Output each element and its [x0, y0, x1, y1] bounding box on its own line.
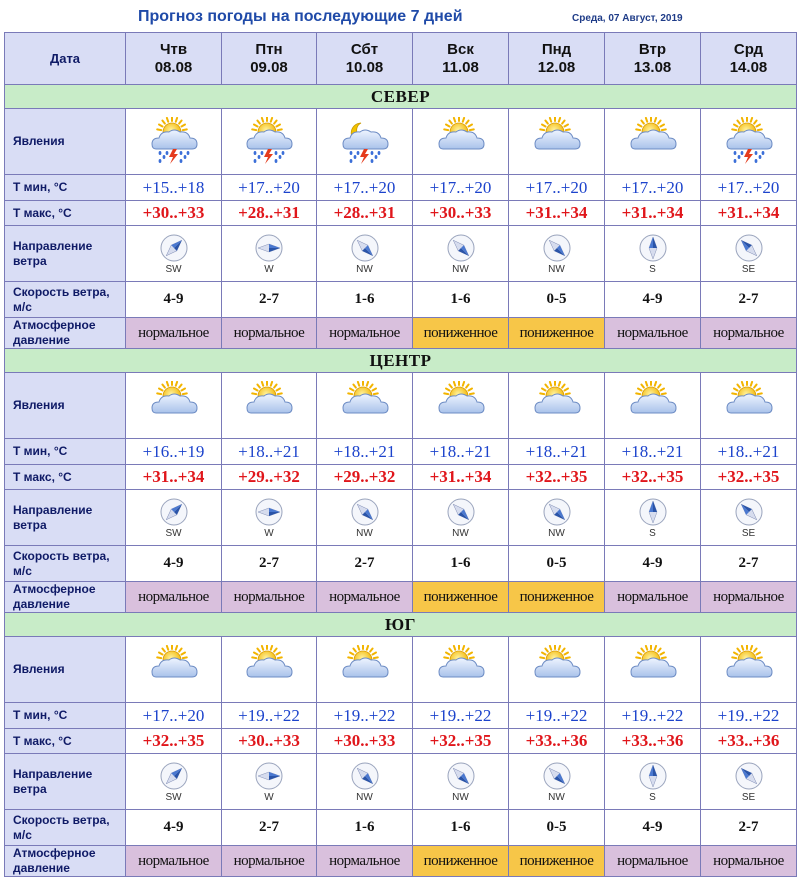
wind-direction — [509, 761, 604, 803]
tmax-value: +28..+31 — [317, 201, 413, 226]
weather-cell — [605, 109, 701, 175]
wind-speed-value: 4-9 — [126, 282, 222, 318]
wind-direction-value: NW — [548, 791, 565, 803]
wind-speed-value: 2-7 — [222, 546, 317, 582]
region-name: СЕВЕР — [5, 85, 797, 109]
partly-cloudy-icon — [126, 381, 221, 431]
day-header — [317, 33, 413, 85]
day-date: 12.08 — [537, 58, 576, 76]
weather-cell — [222, 373, 317, 439]
wind-direction-value: W — [264, 791, 274, 803]
wind-speed-value: 0-5 — [509, 546, 605, 582]
tmin-row — [5, 439, 797, 465]
tmax-value: +33..+36 — [509, 729, 605, 754]
wind-direction — [605, 497, 700, 539]
weather-cell — [509, 373, 605, 439]
wind-speed-value: 1-6 — [317, 810, 413, 846]
compass-icon — [159, 497, 189, 527]
tmin-value: +19..+22 — [413, 703, 509, 729]
compass-icon — [734, 761, 764, 791]
compass-icon — [446, 761, 476, 791]
compass-icon — [542, 761, 572, 791]
tmax-value: +33..+36 — [605, 729, 701, 754]
pressure-value: пониженное — [509, 318, 605, 349]
wind-direction-value: SW — [165, 527, 182, 539]
tmax-value: +32..+35 — [413, 729, 509, 754]
tmax-value: +29..+32 — [317, 465, 413, 490]
wind-direction — [413, 497, 508, 539]
compass-icon — [254, 497, 284, 527]
wind-direction-cell — [317, 226, 413, 282]
wind-direction-value: SW — [165, 791, 182, 803]
weather-cell — [222, 637, 317, 703]
wind-direction — [413, 761, 508, 803]
wind-speed-value: 0-5 — [509, 810, 605, 846]
day-header — [413, 33, 509, 85]
wind-speed-row — [5, 810, 797, 846]
wind-speed-value: 2-7 — [317, 546, 413, 582]
pressure-value: нормальное — [605, 318, 701, 349]
weather-cell — [701, 109, 797, 175]
wind-speed-value: 1-6 — [413, 546, 509, 582]
partly-cloudy-icon — [509, 117, 604, 167]
wind-direction — [222, 233, 316, 275]
wind-speed-value: 2-7 — [222, 810, 317, 846]
wind-direction — [509, 233, 604, 275]
phenomena-row — [5, 637, 797, 703]
phenomena-row — [5, 109, 797, 175]
tmin-value: +19..+22 — [509, 703, 605, 729]
day-date: 11.08 — [442, 58, 479, 76]
wind-direction-value: NW — [356, 527, 373, 539]
tmax-value: +32..+35 — [701, 465, 797, 490]
tmax-row — [5, 729, 797, 754]
wind-speed-value: 0-5 — [509, 282, 605, 318]
weather-cell — [605, 637, 701, 703]
tmin-value: +18..+21 — [413, 439, 509, 465]
pressure-value: пониженное — [509, 582, 605, 613]
weather-cell — [509, 637, 605, 703]
tmax-label: Т макс, °С — [5, 729, 126, 754]
tmax-value: +30..+33 — [317, 729, 413, 754]
partly-cloudy-icon — [509, 645, 604, 695]
wind-direction — [126, 233, 221, 275]
partly-cloudy-icon — [222, 645, 316, 695]
compass-icon — [638, 761, 668, 791]
wind-direction-cell — [222, 226, 317, 282]
compass-icon — [638, 497, 668, 527]
compass-icon — [446, 497, 476, 527]
tmax-value: +28..+31 — [222, 201, 317, 226]
pressure-value: нормальное — [126, 846, 222, 877]
weather-cell — [222, 109, 317, 175]
tmin-value: +18..+21 — [317, 439, 413, 465]
wind-direction-value: NW — [356, 263, 373, 275]
pressure-value: нормальное — [222, 318, 317, 349]
day-header — [701, 33, 797, 85]
wind-direction — [701, 761, 796, 803]
day-name: Втр — [638, 40, 667, 58]
partly-cloudy-icon — [317, 381, 412, 431]
phenomena-label: Явления — [5, 373, 126, 439]
wind-speed-value: 2-7 — [701, 282, 797, 318]
wind-speed-label: Скорость ветра, м/с — [5, 282, 126, 318]
tmax-value: +31..+34 — [509, 201, 605, 226]
wind-speed-value: 2-7 — [701, 546, 797, 582]
tmax-value: +30..+33 — [126, 201, 222, 226]
compass-icon — [734, 497, 764, 527]
wind-speed-value: 4-9 — [126, 810, 222, 846]
wind-direction-cell — [317, 754, 413, 810]
tmax-value: +30..+33 — [222, 729, 317, 754]
wind-direction — [701, 497, 796, 539]
pressure-value: нормальное — [605, 846, 701, 877]
weather-cell — [701, 373, 797, 439]
tmax-value: +32..+35 — [605, 465, 701, 490]
wind-direction-value: S — [649, 527, 656, 539]
partly-cloudy-icon — [126, 645, 221, 695]
region-row — [5, 349, 797, 373]
day-header — [222, 33, 317, 85]
wind-direction-value: S — [649, 263, 656, 275]
partly-cloudy-icon — [605, 381, 700, 431]
partly-cloudy-icon — [413, 645, 508, 695]
wind-speed-label: Скорость ветра, м/с — [5, 810, 126, 846]
compass-icon — [542, 233, 572, 263]
day-date: 08.08 — [154, 58, 193, 76]
tmax-row — [5, 465, 797, 490]
wind-direction-value: NW — [548, 263, 565, 275]
date-column-label: Дата — [5, 33, 126, 85]
day-name: Чтв — [159, 40, 188, 58]
wind-direction-cell — [509, 490, 605, 546]
compass-icon — [159, 761, 189, 791]
wind-direction-label: Направление ветра — [5, 754, 126, 810]
tmin-value: +17..+20 — [222, 175, 317, 201]
wind-direction-label: Направление ветра — [5, 490, 126, 546]
tmin-value: +19..+22 — [701, 703, 797, 729]
wind-direction-cell — [509, 754, 605, 810]
partly-cloudy-thunderstorm-rain-icon — [222, 117, 316, 167]
phenomena-label: Явления — [5, 109, 126, 175]
wind-direction-row — [5, 226, 797, 282]
weather-cell — [413, 637, 509, 703]
day-date: 13.08 — [633, 58, 672, 76]
tmin-label: Т мин, °С — [5, 175, 126, 201]
partly-cloudy-thunderstorm-rain-icon — [701, 117, 796, 167]
pressure-row — [5, 582, 797, 613]
tmax-value: +30..+33 — [413, 201, 509, 226]
wind-direction — [317, 497, 412, 539]
compass-icon — [159, 233, 189, 263]
day-date: 14.08 — [729, 58, 768, 76]
wind-direction-value: SE — [741, 263, 756, 275]
pressure-value: нормальное — [222, 846, 317, 877]
tmin-value: +16..+19 — [126, 439, 222, 465]
day-header — [605, 33, 701, 85]
weather-cell — [126, 637, 222, 703]
tmin-value: +18..+21 — [605, 439, 701, 465]
wind-direction — [126, 497, 221, 539]
tmax-value: +31..+34 — [413, 465, 509, 490]
pressure-value: нормальное — [701, 846, 797, 877]
wind-direction — [605, 761, 700, 803]
wind-speed-value: 1-6 — [413, 282, 509, 318]
wind-speed-value: 2-7 — [701, 810, 797, 846]
tmax-label: Т макс, °С — [5, 201, 126, 226]
pressure-value: нормальное — [701, 582, 797, 613]
day-header — [126, 33, 222, 85]
wind-direction-cell — [222, 754, 317, 810]
pressure-label: Атмосферное давление — [5, 582, 126, 613]
compass-icon — [254, 761, 284, 791]
pressure-row — [5, 318, 797, 349]
weather-cell — [701, 637, 797, 703]
night-cloudy-thunderstorm-rain-icon — [317, 117, 412, 167]
wind-speed-value: 4-9 — [605, 810, 701, 846]
forecast-table — [4, 32, 797, 877]
pressure-label: Атмосферное давление — [5, 318, 126, 349]
tmin-row — [5, 175, 797, 201]
wind-direction-value: NW — [548, 527, 565, 539]
weather-cell — [605, 373, 701, 439]
tmin-value: +17..+20 — [413, 175, 509, 201]
tmin-value: +18..+21 — [222, 439, 317, 465]
wind-speed-label: Скорость ветра, м/с — [5, 546, 126, 582]
wind-direction-cell — [126, 754, 222, 810]
weather-cell — [126, 373, 222, 439]
page-title: Прогноз погоды на последующие 7 дней — [138, 8, 463, 25]
tmin-value: +17..+20 — [605, 175, 701, 201]
wind-speed-row — [5, 546, 797, 582]
region-name: ЦЕНТР — [5, 349, 797, 373]
wind-direction-value: NW — [452, 263, 469, 275]
pressure-value: пониженное — [413, 318, 509, 349]
weather-cell — [126, 109, 222, 175]
day-name: Пнд — [541, 40, 572, 58]
compass-icon — [254, 233, 284, 263]
partly-cloudy-icon — [605, 117, 700, 167]
day-date: 09.08 — [250, 58, 288, 76]
wind-speed-value: 1-6 — [317, 282, 413, 318]
wind-speed-value: 4-9 — [605, 282, 701, 318]
wind-speed-row — [5, 282, 797, 318]
wind-direction — [126, 761, 221, 803]
pressure-value: нормальное — [605, 582, 701, 613]
tmin-value: +17..+20 — [317, 175, 413, 201]
wind-direction-cell — [701, 754, 797, 810]
region-name: ЮГ — [5, 613, 797, 637]
partly-cloudy-icon — [509, 381, 604, 431]
day-date: 10.08 — [345, 58, 384, 76]
weather-cell — [413, 373, 509, 439]
partly-cloudy-icon — [605, 645, 700, 695]
phenomena-label: Явления — [5, 637, 126, 703]
wind-direction-value: NW — [452, 527, 469, 539]
wind-speed-value: 1-6 — [413, 810, 509, 846]
weather-cell — [317, 109, 413, 175]
tmin-row — [5, 703, 797, 729]
current-date: Среда, 07 Август, 2019 — [572, 13, 683, 24]
compass-icon — [734, 233, 764, 263]
tmax-row — [5, 201, 797, 226]
wind-direction-cell — [222, 490, 317, 546]
partly-cloudy-thunderstorm-rain-icon — [126, 117, 221, 167]
weather-cell — [413, 109, 509, 175]
wind-direction-cell — [126, 490, 222, 546]
day-name: Срд — [733, 40, 764, 58]
tmin-value: +18..+21 — [509, 439, 605, 465]
wind-direction-cell — [509, 226, 605, 282]
wind-direction-row — [5, 490, 797, 546]
wind-direction — [317, 761, 412, 803]
wind-direction — [509, 497, 604, 539]
day-header — [509, 33, 605, 85]
pressure-value: нормальное — [701, 318, 797, 349]
wind-direction-value: W — [264, 263, 274, 275]
pressure-value: пониженное — [413, 582, 509, 613]
tmax-value: +33..+36 — [701, 729, 797, 754]
pressure-value: нормальное — [317, 846, 413, 877]
tmin-value: +19..+22 — [222, 703, 317, 729]
wind-direction-cell — [605, 754, 701, 810]
wind-direction — [317, 233, 412, 275]
wind-direction-value: SE — [741, 791, 756, 803]
wind-direction-cell — [605, 490, 701, 546]
wind-direction-value: SE — [741, 527, 756, 539]
wind-direction-cell — [413, 226, 509, 282]
wind-direction-cell — [413, 754, 509, 810]
page-header — [0, 0, 800, 32]
partly-cloudy-icon — [413, 381, 508, 431]
wind-direction-cell — [701, 226, 797, 282]
compass-icon — [542, 497, 572, 527]
pressure-value: нормальное — [126, 318, 222, 349]
wind-direction-cell — [701, 490, 797, 546]
day-name: Сбт — [350, 40, 379, 58]
partly-cloudy-icon — [701, 645, 796, 695]
weather-cell — [317, 637, 413, 703]
tmax-value: +31..+34 — [701, 201, 797, 226]
wind-direction-value: NW — [356, 791, 373, 803]
compass-icon — [446, 233, 476, 263]
wind-direction-value: NW — [452, 791, 469, 803]
wind-direction-cell — [317, 490, 413, 546]
wind-direction — [701, 233, 796, 275]
header-row — [5, 33, 797, 85]
tmax-value: +31..+34 — [605, 201, 701, 226]
tmin-value: +17..+20 — [126, 703, 222, 729]
wind-direction — [605, 233, 700, 275]
compass-icon — [350, 761, 380, 791]
tmin-label: Т мин, °С — [5, 439, 126, 465]
wind-direction-cell — [605, 226, 701, 282]
compass-icon — [350, 233, 380, 263]
wind-speed-value: 4-9 — [605, 546, 701, 582]
compass-icon — [350, 497, 380, 527]
wind-direction — [413, 233, 508, 275]
pressure-row — [5, 846, 797, 877]
partly-cloudy-icon — [222, 381, 316, 431]
tmin-value: +15..+18 — [126, 175, 222, 201]
tmin-value: +17..+20 — [509, 175, 605, 201]
wind-direction-value: S — [649, 791, 656, 803]
wind-direction — [222, 761, 316, 803]
wind-speed-value: 4-9 — [126, 546, 222, 582]
tmin-value: +19..+22 — [317, 703, 413, 729]
region-row — [5, 613, 797, 637]
pressure-value: нормальное — [317, 318, 413, 349]
tmin-value: +17..+20 — [701, 175, 797, 201]
tmin-label: Т мин, °С — [5, 703, 126, 729]
tmin-value: +19..+22 — [605, 703, 701, 729]
region-row — [5, 85, 797, 109]
tmax-value: +32..+35 — [126, 729, 222, 754]
pressure-value: нормальное — [317, 582, 413, 613]
partly-cloudy-icon — [701, 381, 796, 431]
compass-icon — [638, 233, 668, 263]
pressure-value: нормальное — [126, 582, 222, 613]
wind-speed-value: 2-7 — [222, 282, 317, 318]
weather-cell — [317, 373, 413, 439]
wind-direction-value: W — [264, 527, 274, 539]
day-name: Вск — [447, 40, 474, 58]
pressure-value: пониженное — [509, 846, 605, 877]
partly-cloudy-icon — [317, 645, 412, 695]
phenomena-row — [5, 373, 797, 439]
pressure-value: нормальное — [222, 582, 317, 613]
tmax-value: +29..+32 — [222, 465, 317, 490]
tmax-label: Т макс, °С — [5, 465, 126, 490]
day-name: Птн — [255, 40, 283, 58]
weather-cell — [509, 109, 605, 175]
wind-direction-cell — [413, 490, 509, 546]
partly-cloudy-icon — [413, 117, 508, 167]
wind-direction-row — [5, 754, 797, 810]
wind-direction-label: Направление ветра — [5, 226, 126, 282]
tmax-value: +31..+34 — [126, 465, 222, 490]
pressure-label: Атмосферное давление — [5, 846, 126, 877]
tmax-value: +32..+35 — [509, 465, 605, 490]
wind-direction-value: SW — [165, 263, 182, 275]
wind-direction — [222, 497, 316, 539]
pressure-value: пониженное — [413, 846, 509, 877]
wind-direction-cell — [126, 226, 222, 282]
tmin-value: +18..+21 — [701, 439, 797, 465]
